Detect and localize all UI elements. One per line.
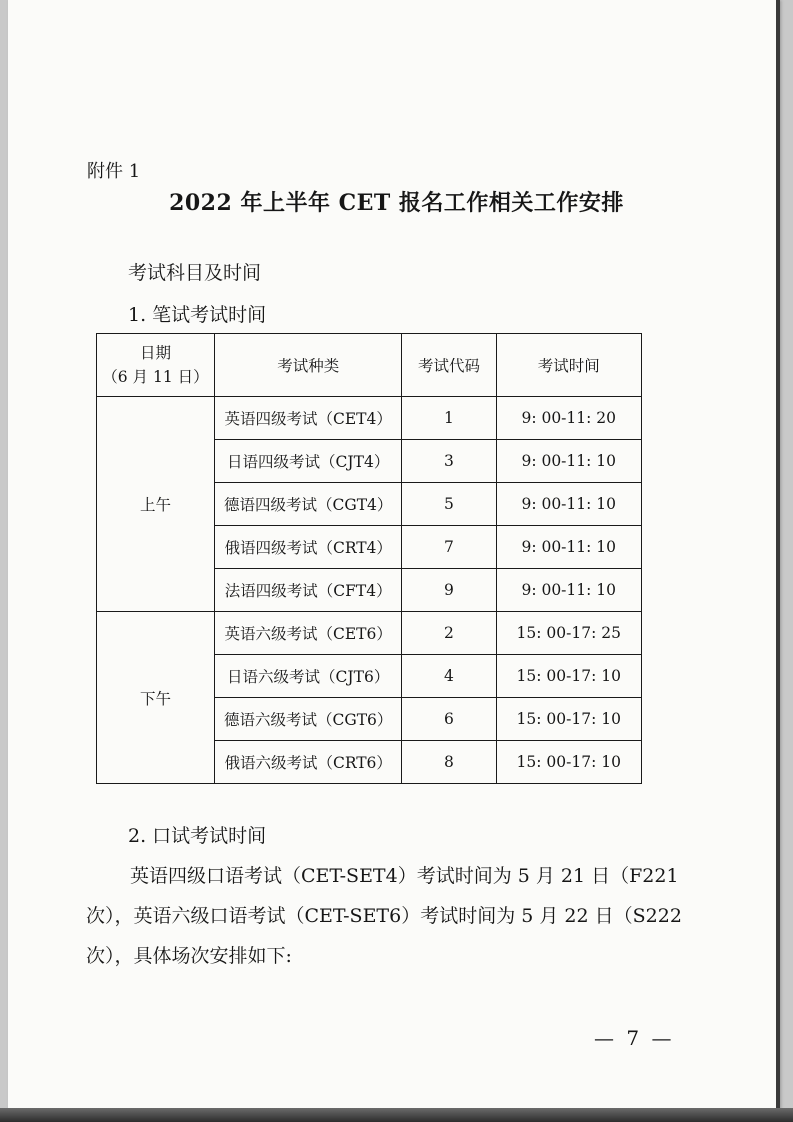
- attachment-label: 附件 1: [87, 161, 141, 182]
- exam-time: 15: 00-17: 25: [496, 612, 642, 655]
- page-bottom-edge: [0, 1108, 793, 1122]
- header-time: 考试时间: [496, 334, 642, 397]
- exam-time: 9: 00-11: 10: [496, 440, 642, 483]
- exam-type: 俄语四级考试（CRT4）: [214, 526, 402, 569]
- subsection-oral-exam: 2. 口试考试时间: [128, 825, 267, 847]
- exam-type: 日语四级考试（CJT4）: [214, 440, 402, 483]
- exam-code: 2: [402, 612, 496, 655]
- exam-time: 15: 00-17: 10: [496, 698, 642, 741]
- session-morning: 上午: [97, 397, 215, 612]
- exam-type: 德语四级考试（CGT4）: [214, 483, 402, 526]
- header-code: 考试代码: [402, 334, 496, 397]
- exam-code: 1: [402, 397, 496, 440]
- exam-type: 日语六级考试（CJT6）: [214, 655, 402, 698]
- table-row: [97, 397, 642, 440]
- exam-code: 4: [402, 655, 496, 698]
- page-edge-shadow: [776, 0, 780, 1122]
- paragraph-line: 英语四级口语考试（CET-SET4）考试时间为 5 月 21 日（F221: [130, 865, 679, 887]
- session-afternoon: 下午: [97, 612, 215, 784]
- header-type: 考试种类: [214, 334, 402, 397]
- exam-type: 英语四级考试（CET4）: [214, 397, 402, 440]
- exam-time: 15: 00-17: 10: [496, 655, 642, 698]
- exam-time: 9: 00-11: 10: [496, 569, 642, 612]
- subsection-written-exam: 1. 笔试考试时间: [128, 304, 267, 326]
- exam-time: 15: 00-17: 10: [496, 741, 642, 784]
- exam-code: 8: [402, 741, 496, 784]
- exam-time: 9: 00-11: 10: [496, 483, 642, 526]
- exam-code: 7: [402, 526, 496, 569]
- exam-code: 3: [402, 440, 496, 483]
- exam-schedule-table: [96, 333, 642, 784]
- exam-type: 英语六级考试（CET6）: [214, 612, 402, 655]
- document-title: 2022 年上半年 CET 报名工作相关工作安排: [169, 190, 624, 216]
- page-number: — 7 —: [594, 1026, 675, 1050]
- paragraph-line: 次），具体场次安排如下:: [86, 945, 292, 967]
- exam-type: 德语六级考试（CGT6）: [214, 698, 402, 741]
- header-date-label: 日期: [139, 344, 171, 362]
- section-heading: 考试科目及时间: [128, 262, 262, 284]
- paragraph-line: 次），英语六级口语考试（CET-SET6）考试时间为 5 月 22 日（S222: [86, 905, 682, 927]
- table-row: [97, 612, 642, 655]
- header-date: [97, 334, 215, 397]
- exam-time: 9: 00-11: 10: [496, 526, 642, 569]
- exam-time: 9: 00-11: 20: [496, 397, 642, 440]
- exam-code: 5: [402, 483, 496, 526]
- exam-type: 法语四级考试（CFT4）: [214, 569, 402, 612]
- header-date-value: （6 月 11 日）: [102, 368, 209, 386]
- exam-code: 9: [402, 569, 496, 612]
- exam-code: 6: [402, 698, 496, 741]
- exam-type: 俄语六级考试（CRT6）: [214, 741, 402, 784]
- table-header-row: [97, 334, 642, 397]
